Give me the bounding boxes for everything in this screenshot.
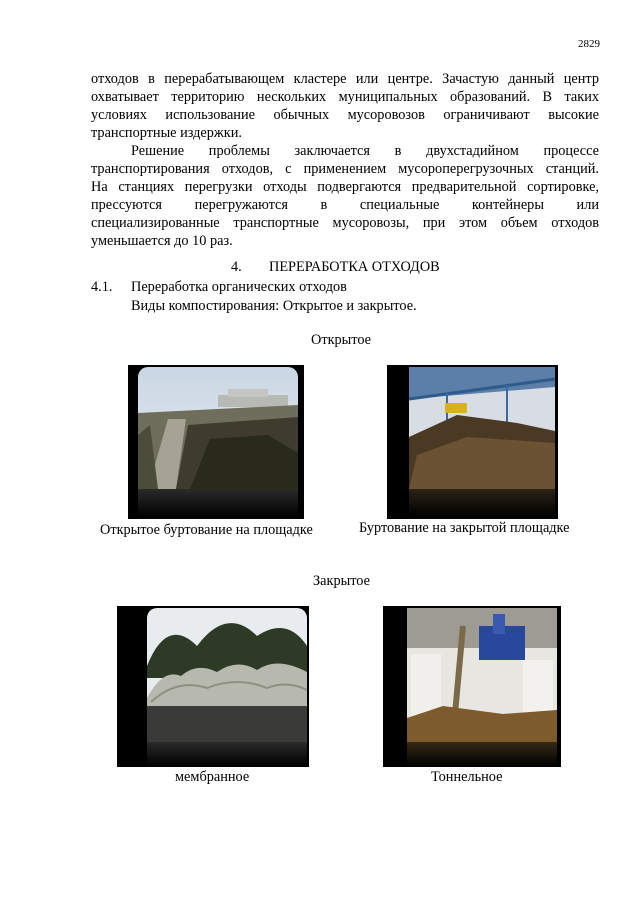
text-line: транспортные издержки. bbox=[91, 125, 242, 141]
open-label: Открытое bbox=[311, 332, 372, 348]
text-line: прессуются перегружаются в специальные контейнеры или bbox=[91, 197, 599, 213]
subsection-number: 4.1. bbox=[91, 279, 113, 295]
text-line: транспортирования отходов, с применением мусороперегрузочных станций. bbox=[91, 161, 599, 177]
caption-membrane: мембранное bbox=[175, 769, 250, 785]
caption-covered-windrow: Буртование на закрытой площадке bbox=[359, 520, 570, 536]
paragraph-transport bbox=[91, 70, 599, 142]
subsection-title: Переработка органических отходов bbox=[131, 279, 347, 295]
closed-label: Закрытое bbox=[313, 573, 370, 589]
text-line: охватывает территорию нескольких муниципальных образований. В таких bbox=[91, 89, 599, 105]
text-line: отходов в перерабатывающем кластере или центре. Зачастую данный центр bbox=[91, 71, 599, 87]
section-title: ПЕРЕРАБОТКА ОТХОДОВ bbox=[269, 259, 440, 275]
section-number: 4. bbox=[231, 259, 242, 275]
text-line: уменьшается до 10 раз. bbox=[91, 233, 233, 249]
page-number: 2829 bbox=[578, 38, 600, 50]
composting-kinds: Виды компостирования: Открытое и закрытое. bbox=[131, 298, 417, 314]
text-line: Решение проблемы заключается в двухстадийном процессе bbox=[131, 143, 599, 159]
photo-covered-windrow bbox=[387, 365, 558, 519]
photo-membrane bbox=[117, 606, 309, 767]
caption-tunnel: Тоннельное bbox=[431, 769, 503, 785]
text-line: условиях использование обычных мусоровозов ограничивают высокие bbox=[91, 107, 599, 123]
photo-open-windrow bbox=[128, 365, 304, 519]
text-line: На станциях перегрузки отходы подвергаются предварительной сортировке, bbox=[91, 179, 599, 195]
photo-tunnel bbox=[383, 606, 561, 767]
paragraph-solution bbox=[91, 142, 599, 250]
caption-open-windrow: Открытое буртование на площадке bbox=[100, 522, 313, 538]
text-line: специализированные транспортные мусоровозы, при этом объем отходов bbox=[91, 215, 599, 231]
